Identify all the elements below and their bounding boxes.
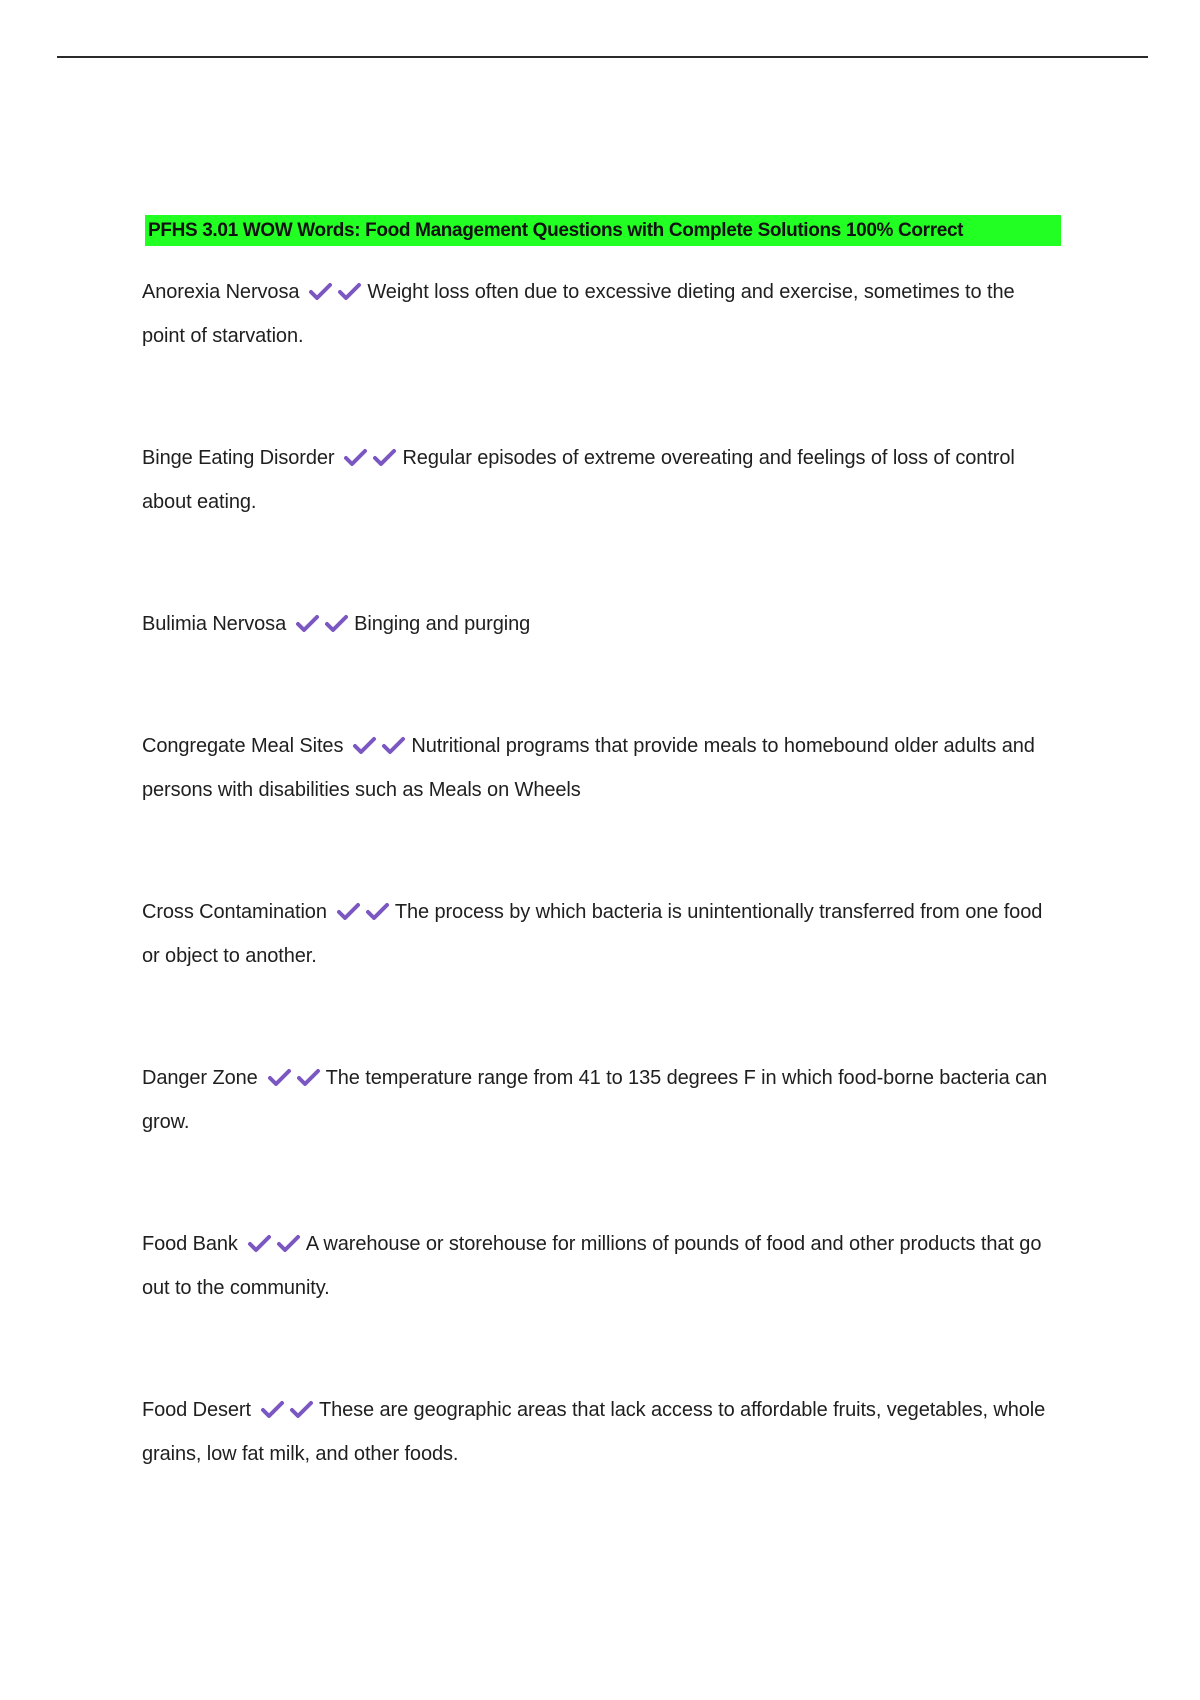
entry-term: Anorexia Nervosa xyxy=(142,281,300,303)
check-icon xyxy=(324,613,349,633)
check-icon xyxy=(336,901,361,921)
check-icon xyxy=(267,1067,292,1087)
entry-term: Food Bank xyxy=(142,1233,238,1255)
entry-term: Binge Eating Disorder xyxy=(142,447,335,469)
entry-definition: Regular episodes of extreme overeating and feelings of loss of control about eating. xyxy=(142,447,1015,513)
glossary-entry xyxy=(142,270,1062,358)
check-icon xyxy=(372,447,397,467)
glossary-entry xyxy=(142,436,1062,524)
glossary-entry xyxy=(142,724,1062,812)
check-icon xyxy=(276,1233,301,1253)
check-icon xyxy=(289,1399,314,1419)
glossary-entry xyxy=(142,890,1062,978)
entry-definition: Binging and purging xyxy=(354,613,531,635)
entry-term: Food Desert xyxy=(142,1399,251,1421)
check-icon xyxy=(365,901,390,921)
entry-term: Congregate Meal Sites xyxy=(142,735,344,757)
entry-definition: Weight loss often due to excessive dieting and exercise, sometimes to the point of starvation. xyxy=(142,281,1015,347)
header-rule xyxy=(57,56,1148,58)
glossary-entry xyxy=(142,602,1062,646)
entry-definition: A warehouse or storehouse for millions of pounds of food and other products that go out to the community. xyxy=(142,1233,1042,1299)
entry-definition: These are geographic areas that lack access to affordable fruits, vegetables, whole grains, low fat milk, and other foods. xyxy=(142,1399,1046,1465)
check-icon xyxy=(381,735,406,755)
check-icon xyxy=(296,1067,321,1087)
entry-term: Cross Contamination xyxy=(142,901,327,923)
entry-term: Danger Zone xyxy=(142,1067,258,1089)
entry-definition: The temperature range from 41 to 135 degrees F in which food-borne bacteria can grow. xyxy=(142,1067,1048,1133)
check-icon xyxy=(352,735,377,755)
glossary-entry xyxy=(142,1222,1062,1310)
entry-term: Bulimia Nervosa xyxy=(142,613,287,635)
check-icon xyxy=(260,1399,285,1419)
entry-definition: The process by which bacteria is unintentionally transferred from one food or object to another. xyxy=(142,901,1043,967)
glossary-entry xyxy=(142,1388,1062,1476)
check-icon xyxy=(295,613,320,633)
glossary-entry xyxy=(142,1056,1062,1144)
document-title: PFHS 3.01 WOW Words: Food Management Questions with Complete Solutions 100% Correct xyxy=(145,215,1061,246)
check-icon xyxy=(308,281,333,301)
check-icon xyxy=(343,447,368,467)
check-icon xyxy=(247,1233,272,1253)
check-icon xyxy=(337,281,362,301)
entry-definition: Nutritional programs that provide meals to homebound older adults and persons with disabilities such as Meals on Wheels xyxy=(142,735,1035,801)
